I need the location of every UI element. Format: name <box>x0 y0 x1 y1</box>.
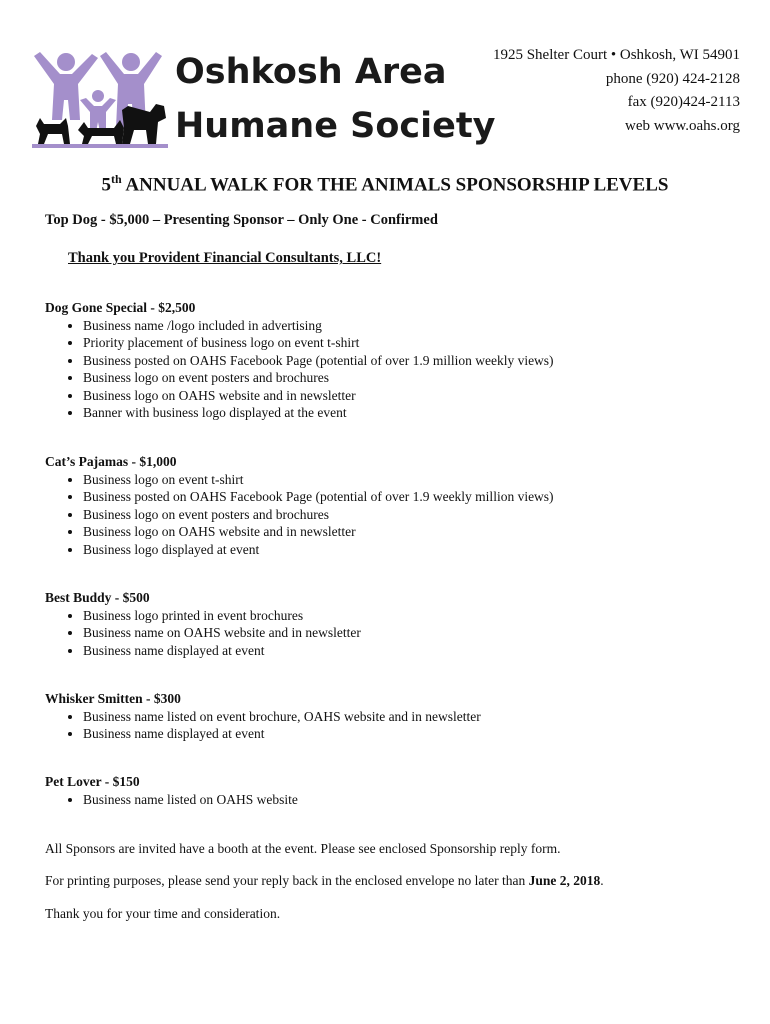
level-title: Dog Gone Special - $2,500 <box>45 300 196 315</box>
booth-paragraph: All Sponsors are invited have a booth at the event. Please see enclosed Sponsorship reply form. <box>45 841 561 856</box>
benefit-item: • Business name listed on event brochure, OAHS website and in newsletter <box>83 708 481 726</box>
printing-period: . <box>600 873 604 888</box>
benefit-item: • Business logo on event t-shirt <box>83 471 554 489</box>
benefit-item: • Business logo displayed at event <box>83 541 554 559</box>
title-text: ANNUAL WALK FOR THE ANIMALS SPONSORSHIP LEVELS <box>121 174 669 196</box>
level-title: Cat’s Pajamas - $1,000 <box>45 454 177 469</box>
benefit-item: • Business logo on event posters and brochures <box>83 369 554 387</box>
closing-paragraph: Thank you for your time and consideration. <box>45 906 281 921</box>
level-dog-gone-special <box>45 299 554 422</box>
level-title: Whisker Smitten - $300 <box>45 691 181 706</box>
benefit-list <box>45 607 361 660</box>
fax: fax (920)424-2113 <box>627 94 740 110</box>
benefit-item: • Banner with business logo displayed at the event <box>83 404 554 422</box>
benefit-item: • Priority placement of business logo on event t-shirt <box>83 334 554 352</box>
level-title: Best Buddy - $500 <box>45 590 150 605</box>
printing-paragraph <box>45 873 604 889</box>
benefit-item: • Business name listed on OAHS website <box>83 791 298 809</box>
org-name-line2: Humane Society <box>175 106 496 146</box>
benefit-item: • Business logo on OAHS website and in newsletter <box>83 387 554 405</box>
people-and-pets-icon <box>30 48 170 156</box>
benefit-item: • Business name /logo included in advertising <box>83 317 554 335</box>
title-ordinal-suffix: th <box>111 172 122 186</box>
top-dog-level: Top Dog - $5,000 – Presenting Sponsor – Only One - Confirmed <box>45 212 438 228</box>
level-best-buddy <box>45 589 361 659</box>
benefit-list <box>45 317 554 422</box>
benefit-item: • Business logo printed in event brochures <box>83 607 361 625</box>
phone: phone (920) 424-2128 <box>605 70 740 87</box>
level-pet-lover <box>45 773 298 808</box>
benefit-item: • Business logo on event posters and brochures <box>83 506 554 524</box>
benefit-item: • Business posted on OAHS Facebook Page (potential of over 1.9 weekly million views) <box>83 488 554 506</box>
printing-text: For printing purposes, please send your reply back in the enclosed envelope no later than <box>45 873 529 888</box>
contact-block <box>493 44 740 138</box>
thank-you-note: Thank you Provident Financial Consultants, LLC! <box>68 250 382 266</box>
page-title <box>0 172 770 196</box>
benefit-list <box>45 471 554 559</box>
level-cats-pajamas <box>45 453 554 558</box>
address: 1925 Shelter Court • Oshkosh, WI 54901 <box>492 47 740 63</box>
benefit-item: • Business name displayed at event <box>83 725 481 743</box>
benefit-item: • Business posted on OAHS Facebook Page (potential of over 1.9 million weekly views) <box>83 352 554 370</box>
reply-deadline: June 2, 2018 <box>528 873 601 888</box>
benefit-list <box>45 791 298 809</box>
benefit-item: • Business logo on OAHS website and in newsletter <box>83 523 554 541</box>
level-title: Pet Lover - $150 <box>45 774 140 789</box>
title-ordinal: 5 <box>101 174 112 196</box>
website: web www.oahs.org <box>625 117 740 134</box>
benefit-item: • Business name displayed at event <box>83 642 361 660</box>
level-whisker-smitten <box>45 690 481 743</box>
benefit-item: • Business name on OAHS website and in newsletter <box>83 624 361 642</box>
benefit-list <box>45 708 481 743</box>
org-name-line1: Oshkosh Area <box>175 52 447 92</box>
